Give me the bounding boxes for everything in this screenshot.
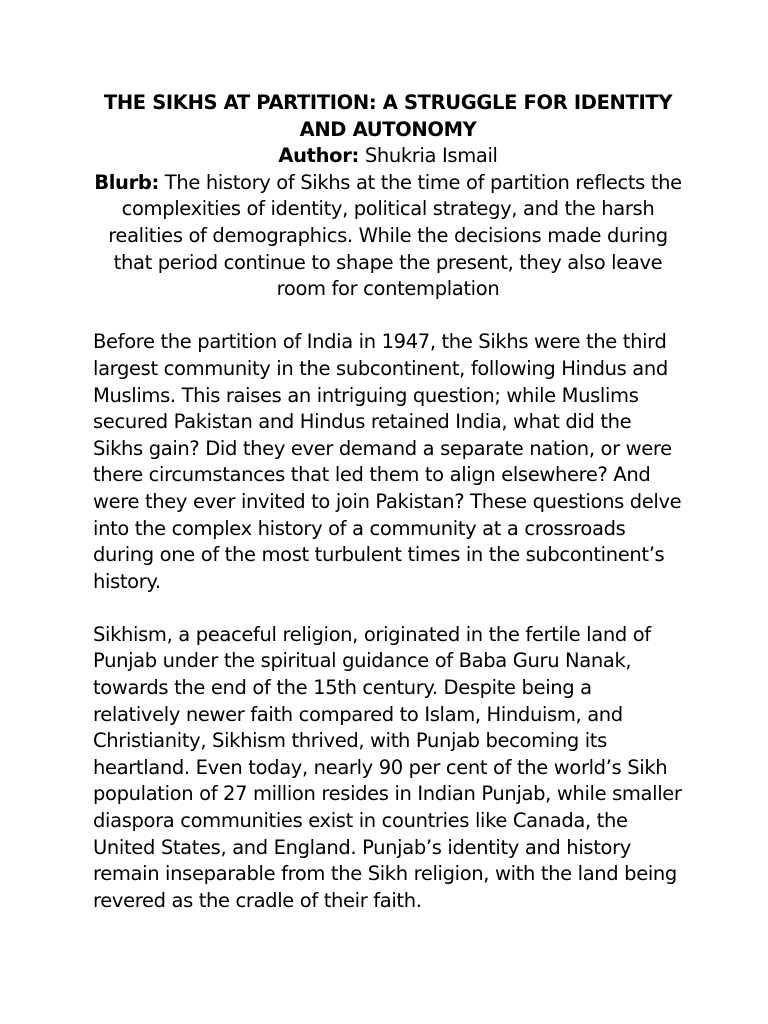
author-label: Author:	[278, 144, 359, 168]
document-page	[93, 90, 683, 914]
author-line	[93, 143, 683, 170]
paragraph-2: Sikhism, a peaceful religion, originated in the fertile land of Punjab under the spiritual guidance of Baba Guru Nanak, towards the end of the 15th century. Despite being a relatively newer faith compared to Islam, Hinduism, and Christianity, Sikhism thrived, with Punjab becoming its heartland. Even today, nearly 90 per cent of the world’s Sikh population of 27 million resides in Indian Punjab, while smaller diaspora communities exist in countries like Canada, the United States, and England. Punjab’s identity and history remain inseparable from the Sikh religion, with the land being revered as the cradle of their faith.	[93, 622, 682, 912]
document-header	[93, 90, 683, 303]
blurb-text: The history of Sikhs at the time of partition reflects the complexities of identity, political strategy, and the harsh realities of demographics. While the decisions made during that period continue to shape the present, they also leave room for contemplation	[108, 170, 682, 301]
document-title: THE SIKHS AT PARTITION: A STRUGGLE FOR IDENTITY AND AUTONOMY	[103, 91, 673, 141]
blurb-label: Blurb:	[94, 170, 159, 194]
paragraph-1: Before the partition of India in 1947, the Sikhs were the third largest community in the subcontinent, following Hindus and Muslims. This raises an intriguing question; while Muslims secured Pakistan and Hindus retained India, what did the Sikhs gain? Did they ever demand a separate nation, or were there circumstances that led them to align elsewhere? And were they ever invited to join Pakistan? These questions delve into the complex history of a community at a crossroads during one of the most turbulent times in the subcontinent’s history.	[93, 330, 682, 593]
author-name: Shukria Ismail	[364, 144, 498, 168]
blurb	[93, 170, 683, 303]
